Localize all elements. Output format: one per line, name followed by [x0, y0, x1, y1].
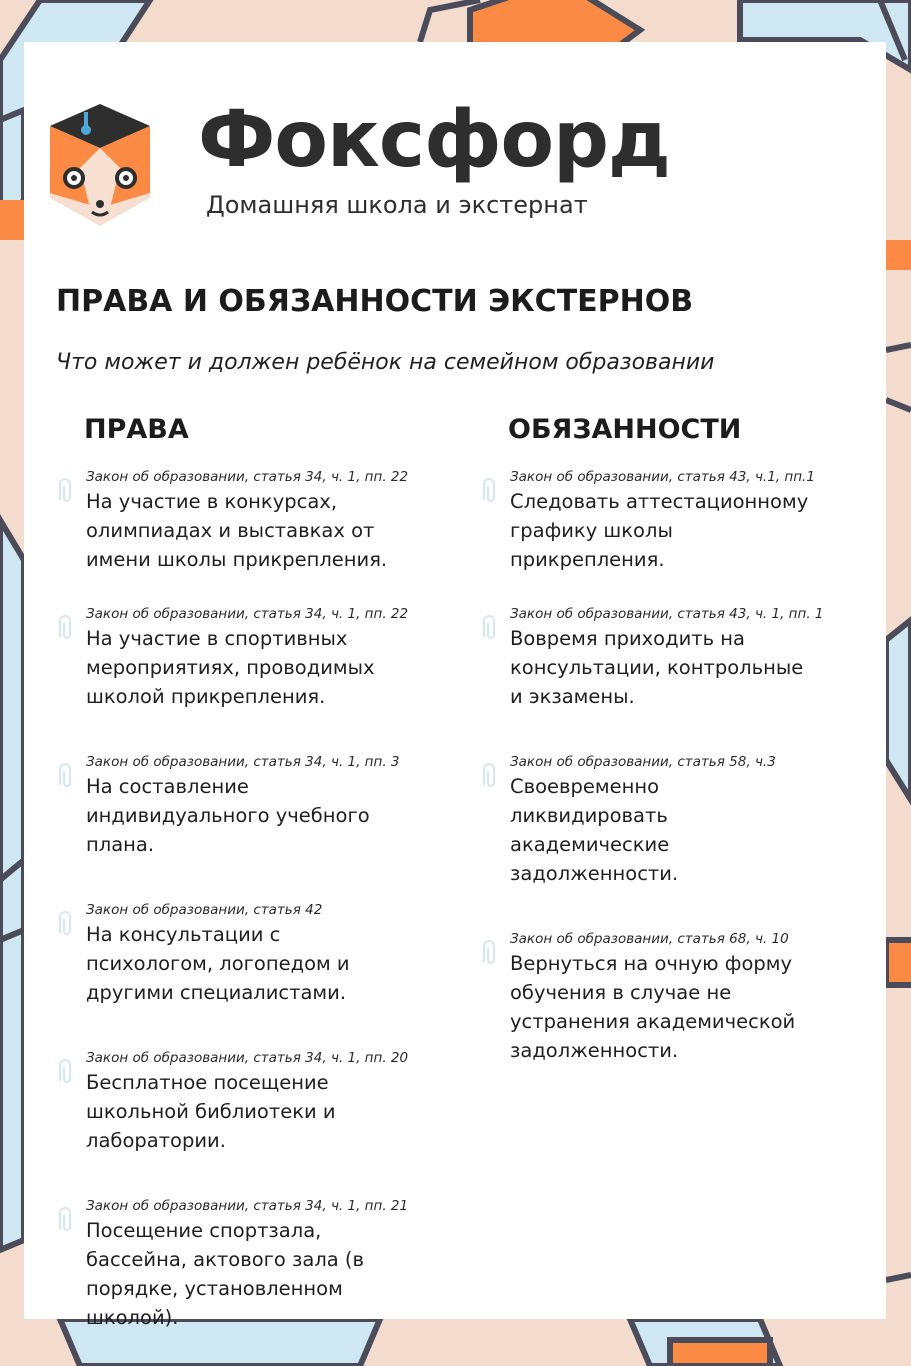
- paperclip-icon: [54, 909, 76, 939]
- duties-item: [476, 468, 826, 574]
- paperclip-icon: [54, 1205, 76, 1235]
- law-reference: Закон об образовании, статья 58, ч.3: [510, 754, 776, 770]
- right-text: На консультации с психологом, логопедом и другими специалистами.: [86, 923, 350, 1004]
- right-text: Бесплатное посещение школьной библиотеки и лаборатории.: [86, 1071, 336, 1152]
- background-pencil-left-icon: [0, 110, 24, 1250]
- duties-item: [476, 930, 826, 1065]
- background-stripes-icon: [886, 240, 911, 1280]
- rights-item: [52, 468, 409, 574]
- law-reference: Закон об образовании, статья 34, ч. 1, пп. 21: [86, 1198, 409, 1214]
- right-text: На составление индивидуального учебного плана.: [86, 775, 370, 856]
- page-subtitle: Что может и должен ребёнок на семейном образовании: [56, 350, 715, 375]
- paperclip-icon: [54, 613, 76, 643]
- brand-tagline: Домашняя школа и экстернат: [206, 191, 588, 219]
- rights-item: [52, 901, 402, 1007]
- duties-column: [476, 408, 826, 1065]
- duty-text: Вернуться на очную форму обучения в случае не устранения академической задолженности.: [510, 952, 796, 1062]
- law-reference: Закон об образовании, статья 34, ч. 1, пп. 22: [86, 469, 409, 485]
- paperclip-icon: [478, 476, 500, 506]
- duties-item: [476, 605, 826, 711]
- law-reference: Закон об образовании, статья 34, ч. 1, пп. 20: [86, 1050, 409, 1066]
- rights-item: [52, 1049, 409, 1155]
- rights-heading: ПРАВА: [84, 414, 189, 445]
- right-text: На участие в конкурсах, олимпиадах и выставках от имени школы прикрепления.: [86, 490, 388, 571]
- paperclip-icon: [478, 761, 500, 791]
- duty-text: Следовать аттестационному графику школы прикрепления.: [510, 490, 809, 571]
- rights-item: [52, 753, 402, 859]
- law-reference: Закон об образовании, статья 34, ч. 1, пп. 3: [86, 754, 400, 770]
- paperclip-icon: [478, 613, 500, 643]
- duties-item: [476, 753, 826, 888]
- page-title: ПРАВА И ОБЯЗАННОСТИ ЭКСТЕРНОВ: [56, 284, 694, 319]
- fox-logo-icon: [50, 98, 150, 232]
- paperclip-icon: [54, 476, 76, 506]
- content-card: [24, 42, 886, 1329]
- law-reference: Закон об образовании, статья 43, ч. 1, пп. 1: [510, 606, 824, 622]
- paperclip-icon: [478, 938, 500, 968]
- duty-text: Вовремя приходить на консультации, контрольные и экзамены.: [510, 627, 804, 708]
- law-reference: Закон об образовании, статья 42: [86, 902, 323, 918]
- right-text: Посещение спортзала, бассейна, актового зала (в порядке, установленном школой).: [86, 1219, 365, 1329]
- paperclip-icon: [54, 1057, 76, 1087]
- rights-item: [52, 605, 409, 711]
- right-text: На участие в спортивных мероприятиях, проводимых школой прикрепления.: [86, 627, 375, 708]
- law-reference: Закон об образовании, статья 34, ч. 1, пп. 22: [86, 606, 409, 622]
- duty-text: Своевременно ликвидировать академические задолженности.: [510, 775, 679, 885]
- paperclip-icon: [54, 761, 76, 791]
- law-reference: Закон об образовании, статья 68, ч. 10: [510, 931, 789, 947]
- rights-column: [52, 408, 409, 1332]
- brand-name: Фоксфорд: [198, 95, 670, 185]
- duties-heading: ОБЯЗАННОСТИ: [508, 414, 742, 445]
- rights-item: [52, 1197, 409, 1332]
- law-reference: Закон об образовании, статья 43, ч.1, пп.1: [510, 469, 815, 485]
